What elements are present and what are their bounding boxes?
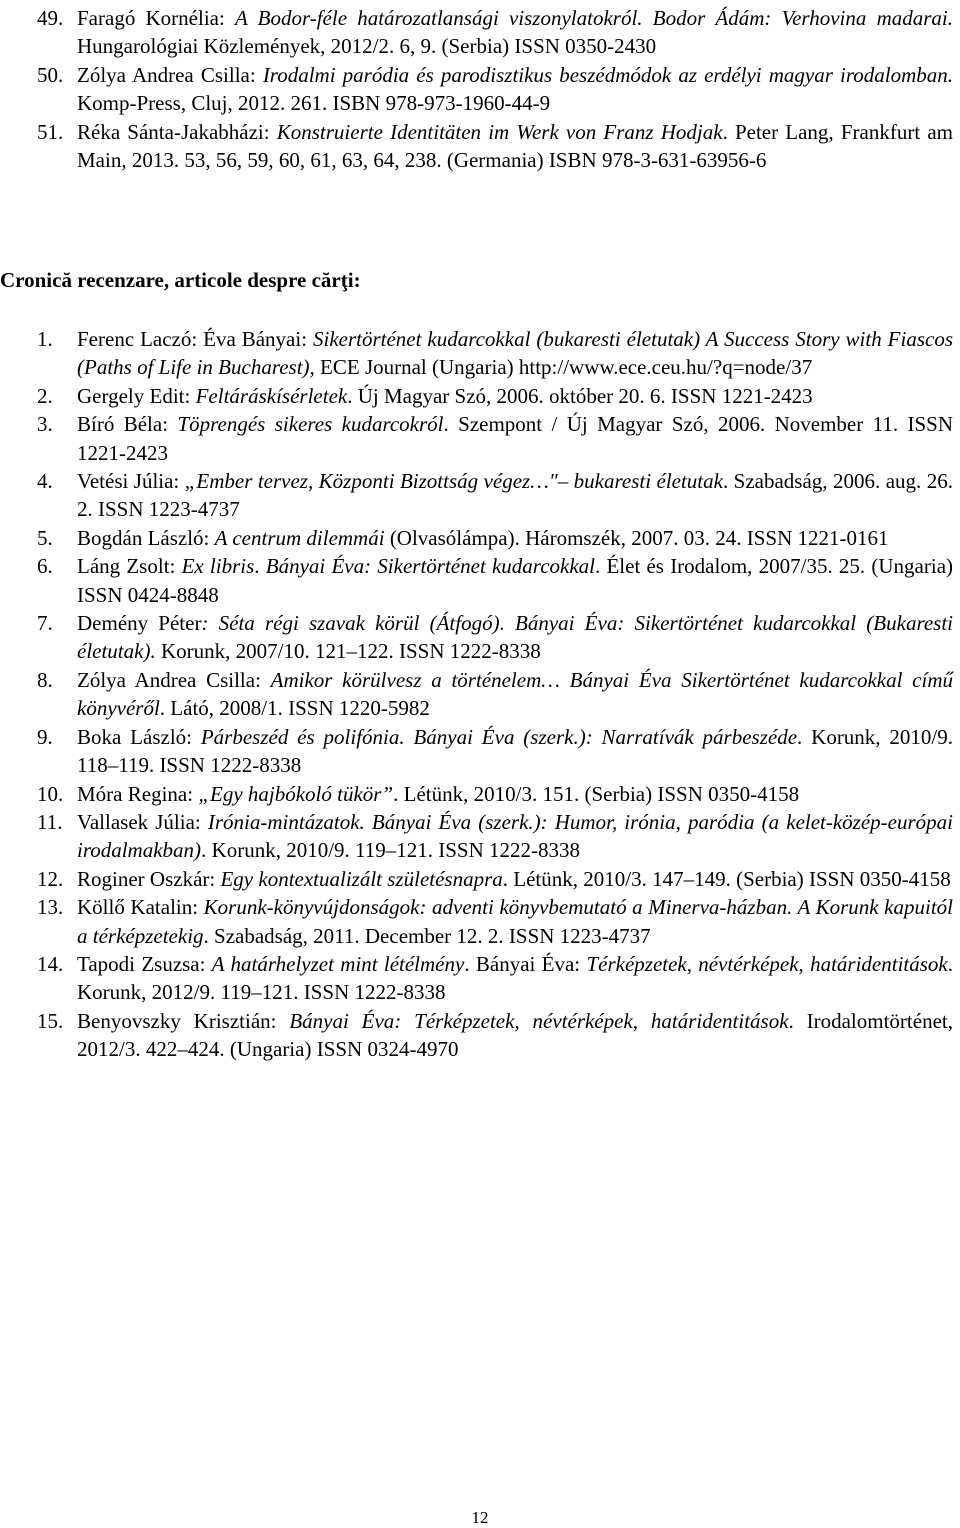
list-item	[0, 1007, 958, 1064]
list-item	[0, 666, 958, 723]
item-text: Bogdán László: A centrum dilemmái (Olvasólámpa). Háromszék, 2007. 03. 24. ISSN 1221-0161	[77, 525, 889, 550]
section-heading: Cronică recenzare, articole despre cărţi:	[0, 268, 361, 292]
item-text: Faragó Kornélia: A Bodor-féle határozatlansági viszonylatokról. Bodor Ádám: Verhovina madarai. Hungarológiai Közlemények, 2012/2. 6, 9. (Serbia) ISSN 0350-2430	[77, 6, 953, 59]
list-item	[0, 808, 958, 865]
list-item	[0, 410, 958, 467]
review-articles-list	[0, 325, 958, 1064]
item-text: Demény Péter: Séta régi szavak körül (Átfogó). Bányai Éva: Sikertörténet kudarcokkal (Bukaresti életutak). Korunk, 2007/10. 121–122. ISSN 1222-8338	[77, 611, 953, 664]
item-number: 4.	[37, 469, 53, 494]
list-item	[0, 467, 958, 524]
list-item	[0, 893, 958, 950]
item-text: Vetési Júlia: „Ember tervez, Központi Bizottság végez…"– bukaresti életutak. Szabadság, 2006. aug. 26. 2. ISSN 1223-4737	[77, 469, 953, 522]
item-text: Gergely Edit: Feltáráskísérletek. Új Magyar Szó, 2006. október 20. 6. ISSN 1221-2423	[77, 383, 813, 408]
item-text: Köllő Katalin: Korunk-könyvújdonságok: adventi könyvbemutató a Minerva-házban. A Korunk kapuitól a térképzetekig. Szabadság, 2011. December 12. 2. ISSN 1223-4737	[77, 895, 953, 948]
list-item	[0, 723, 958, 780]
item-text: Láng Zsolt: Ex libris. Bányai Éva: Sikertörténet kudarcokkal. Élet és Irodalom, 2007/35. 25. (Ungaria) ISSN 0424-8848	[77, 554, 954, 607]
item-text: Bíró Béla: Töprengés sikeres kudarcokról. Szempont / Új Magyar Szó, 2006. November 11. ISSN 1221-2423	[77, 412, 953, 465]
item-text: Ferenc Laczó: Éva Bányai: Sikertörténet kudarcokkal (bukaresti életutak) A Success Story with Fiascos (Paths of Life in Bucharest), ECE Journal (Ungaria) http://www.ece.ceu.hu/?q=node/37	[77, 327, 953, 380]
item-number: 3.	[37, 412, 53, 437]
item-number: 13.	[37, 895, 64, 920]
list-item	[0, 524, 958, 552]
item-text: Benyovszky Krisztián: Bányai Éva: Térképzetek, névtérképek, határidentitások. Irodalomtörténet, 2012/3. 422–424. (Ungaria) ISSN 0324-4970	[77, 1008, 953, 1062]
item-text: Réka Sánta-Jakabházi: Konstruierte Identitäten im Werk von Franz Hodjak. Peter Lang, Frankfurt am Main, 2013. 53, 56, 59, 60, 61, 63, 64, 238. (Germania) ISBN 978-3-631-63956-6	[77, 119, 953, 173]
item-text: Zólya Andrea Csilla: Irodalmi paródia és parodisztikus beszédmódok az erdélyi magyar irodalomban. Komp-Press, Cluj, 2012. 261. ISBN 978-973-1960-44-9	[77, 62, 953, 116]
item-number: 50.	[37, 62, 64, 87]
item-number: 11.	[37, 809, 63, 834]
bibliography-list-continued	[0, 4, 958, 174]
item-number: 49.	[37, 6, 64, 30]
item-text: Móra Regina: „Egy hajbókoló tükör”. Létünk, 2010/3. 151. (Serbia) ISSN 0350-4158	[77, 781, 800, 806]
item-number: 8.	[37, 667, 53, 692]
item-number: 51.	[37, 119, 64, 144]
item-number: 6.	[37, 554, 53, 579]
list-item	[0, 118, 958, 175]
list-item	[0, 4, 958, 61]
list-item	[0, 61, 958, 118]
item-text: Roginer Oszkár: Egy kontextualizált születésnapra. Létünk, 2010/3. 147–149. (Serbia) ISSN 0350-4158	[77, 866, 951, 891]
list-item	[0, 552, 958, 609]
item-text: Tapodi Zsuzsa: A határhelyzet mint létélmény. Bányai Éva: Térképzetek, névtérképek, határidentitások. Korunk, 2012/9. 119–121. ISSN 1222-8338	[77, 951, 953, 1005]
list-item	[0, 780, 958, 808]
item-number: 12.	[37, 866, 64, 891]
list-item	[0, 325, 958, 382]
item-number: 1.	[37, 327, 53, 351]
item-text: Boka László: Párbeszéd és polifónia. Bányai Éva (szerk.): Narratívák párbeszéde. Korunk, 2010/9. 118–119. ISSN 1222-8338	[77, 724, 953, 778]
item-number: 7.	[37, 611, 53, 636]
item-text: Vallasek Júlia: Irónia-mintázatok. Bányai Éva (szerk.): Humor, irónia, paródia (a kelet-közép-európai irodalmakban). Korunk, 2010/9. 119–121. ISSN 1222-8338	[77, 809, 954, 863]
page-number: 12	[471, 1508, 489, 1527]
list-item	[0, 865, 958, 893]
item-number: 9.	[37, 724, 53, 749]
item-number: 5.	[37, 525, 53, 550]
list-item	[0, 950, 958, 1007]
item-number: 2.	[37, 383, 53, 408]
list-item	[0, 609, 958, 666]
item-text: Zólya Andrea Csilla: Amikor körülvesz a történelem… Bányai Éva Sikertörténet kudarcokkal című könyvéről. Látó, 2008/1. ISSN 1220-5982	[77, 667, 953, 721]
item-number: 10.	[37, 781, 64, 806]
list-item	[0, 382, 958, 410]
item-number: 15.	[37, 1008, 64, 1033]
item-number: 14.	[37, 951, 64, 976]
